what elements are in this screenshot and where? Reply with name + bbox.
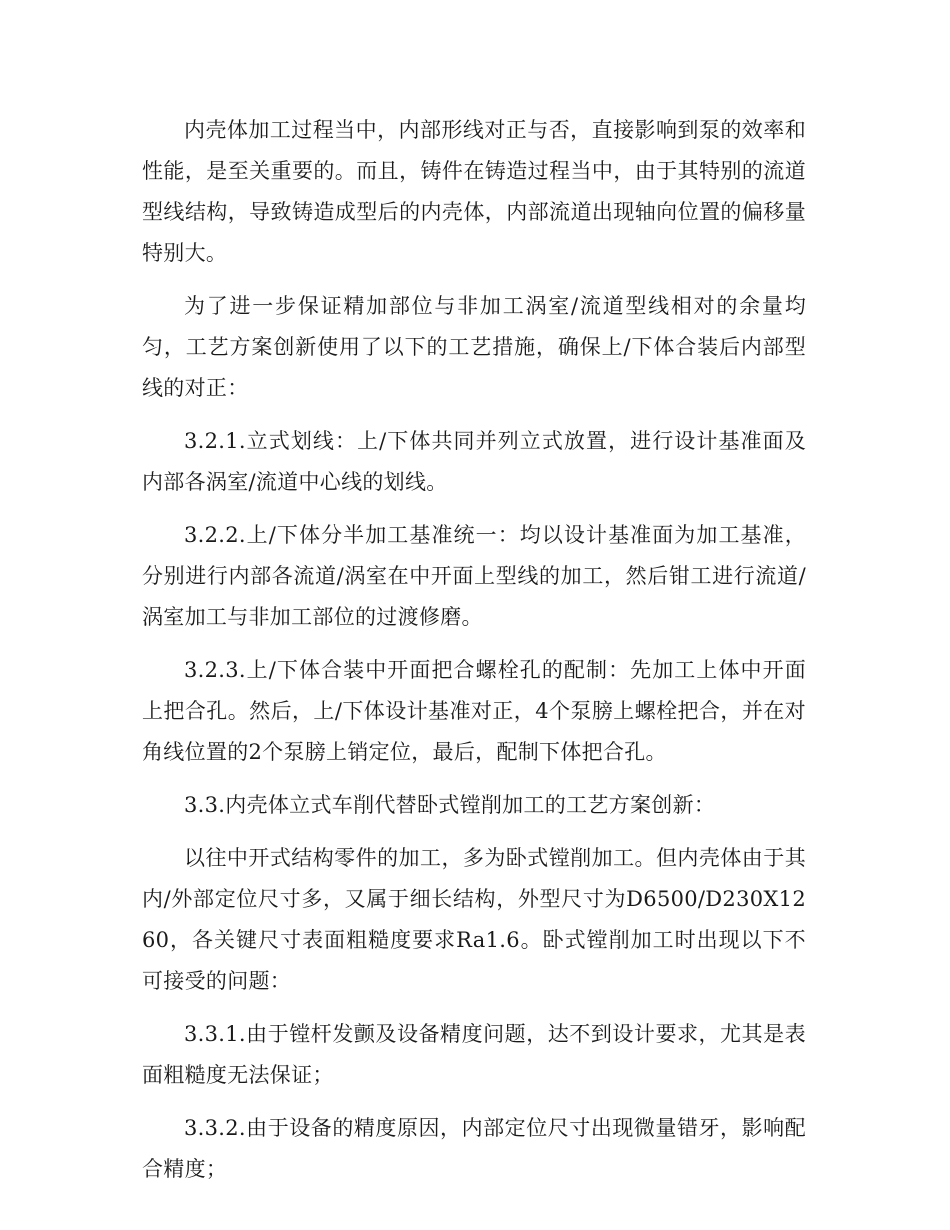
paragraph-intro: 内壳体加工过程当中，内部形线对正与否，直接影响到泵的效率和性能，是至关重要的。而且，铸件在铸造过程当中，由于其特别的流道型线结构，导致铸造成型后的内壳体，内部流道出现轴向位置的偏移量特别大。: [142, 118, 806, 265]
paragraph-horizontal-boring: 以往中开式结构零件的加工，多为卧式镗削加工。但内壳体由于其内/外部定位尺寸多，又属于细长结构，外型尺寸为D6500/D230X1260，各关键尺寸表面粗糙度要求Ra1.6。卧式镗削加工时出现以下不可接受的问题：: [142, 846, 806, 993]
paragraph-3-2-3: 3.2.3.上/下体合装中开面把合螺栓孔的配制：先加工上体中开面上把合孔。然后，上/下体设计基准对正，4个泵膀上螺栓把合，并在对角线位置的2个泵膀上销定位，最后，配制下体把合孔。: [142, 658, 806, 764]
paragraph-3-2-2: 3.2.2.上/下体分半加工基准统一：均以设计基准面为加工基准，分别进行内部各流道/涡室在中开面上型线的加工，然后钳工进行流道/涡室加工与非加工部位的过渡修磨。: [142, 523, 806, 629]
document-body: [142, 110, 806, 1202]
section-heading-3-3: 3.3.内壳体立式车削代替卧式镗削加工的工艺方案创新：: [184, 793, 716, 817]
paragraph-3-2-1: 3.2.1.立式划线：上/下体共同并列立式放置，进行设计基准面及内部各涡室/流道中心线的划线。: [142, 429, 806, 494]
paragraph-3-3-1: 3.3.1.由于镗杆发颤及设备精度问题，达不到设计要求，尤其是表面粗糙度无法保证；: [142, 1022, 806, 1087]
paragraph-process-measures: 为了进一步保证精加部位与非加工涡室/流道型线相对的余量均匀，工艺方案创新使用了以下的工艺措施，确保上/下体合装后内部型线的对正：: [142, 294, 806, 400]
paragraph-3-3-2: 3.3.2.由于设备的精度原因，内部定位尺寸出现微量错牙，影响配合精度；: [142, 1116, 806, 1181]
